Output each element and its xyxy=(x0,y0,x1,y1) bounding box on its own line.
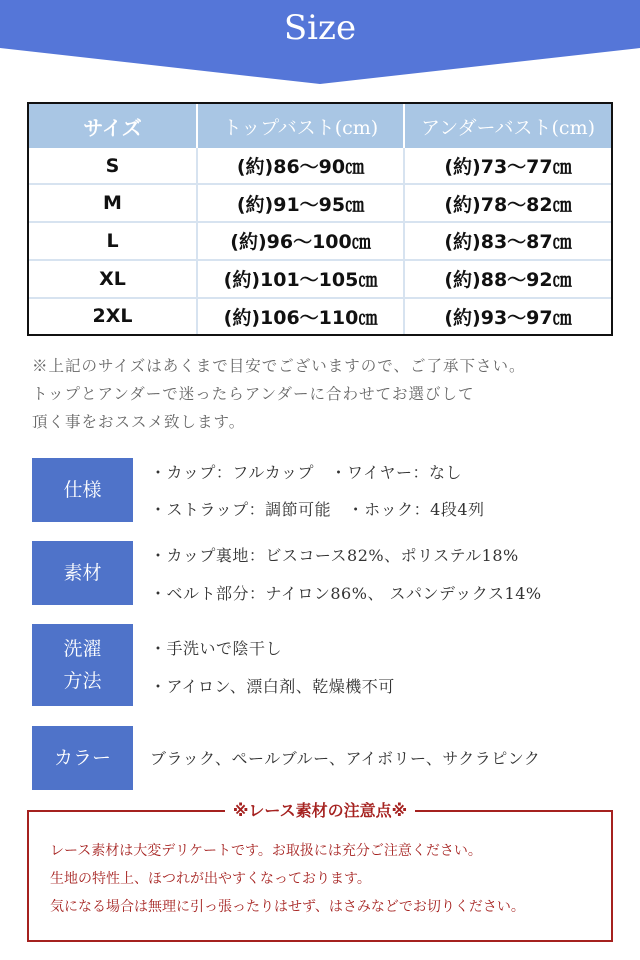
top-bust-cell: (約)106〜110㎝ xyxy=(197,298,404,334)
spec-label-material: 素材 xyxy=(32,541,133,605)
caution-line: レース素材は大変デリケートです。お取扱には充分ご注意ください。 xyxy=(50,843,482,859)
note-line: ※上記のサイズはあくまで目安でございますので、ご了承下さい。 xyxy=(32,357,526,375)
under-bust-cell: (約)83〜87㎝ xyxy=(404,222,611,260)
size-table xyxy=(27,102,613,336)
column-header-size: サイズ xyxy=(29,104,197,148)
spec-line: ・ストラップ：調節可能 ・ホック：4段4列 xyxy=(150,500,485,519)
size-cell: XL xyxy=(29,260,197,298)
table-row xyxy=(29,222,611,260)
spec-line: ・手洗いで陰干し xyxy=(150,639,283,658)
spec-line: ・ベルト部分：ナイロン86%、 スパンデックス14% xyxy=(150,584,542,603)
caution-line: 気になる場合は無理に引っ張ったりはせず、はさみなどでお切りください。 xyxy=(50,899,525,915)
caution-title-text: ※レース素材の注意点※ xyxy=(225,801,415,820)
under-bust-cell: (約)93〜97㎝ xyxy=(444,306,572,329)
top-bust-cell: (約)101〜105㎝ xyxy=(197,260,404,298)
top-bust-cell: (約)91〜95㎝ xyxy=(197,184,404,222)
under-bust-cell: (約)73〜77㎝ xyxy=(404,148,611,184)
top-bust-cell: (約)86〜90㎝ xyxy=(197,148,404,184)
table-row xyxy=(29,184,611,222)
note-line: 頂く事をおススメ致します。 xyxy=(32,413,246,431)
page-title: Size xyxy=(283,8,357,48)
size-banner xyxy=(0,0,640,84)
note-line: トップとアンダーで迷ったらアンダーに合わせてお選びして xyxy=(32,385,475,403)
under-bust-cell: (約)88〜92㎝ xyxy=(404,260,611,298)
size-cell: 2XL xyxy=(29,298,197,334)
caution-line: 生地の特性上、ほつれが出やすくなっております。 xyxy=(50,871,371,887)
table-row xyxy=(29,298,611,334)
spec-line: ・カップ裏地：ビスコース82%、ポリステル18% xyxy=(150,546,519,565)
spec-label-color: カラー xyxy=(32,726,133,790)
table-row xyxy=(29,148,611,184)
size-note xyxy=(32,352,622,436)
spec-label-washing: 洗濯 方法 xyxy=(32,624,133,706)
spec-line: ブラック、ペールブルー、アイボリー、サクラピンク xyxy=(150,749,541,768)
size-cell: M xyxy=(29,184,197,222)
top-bust-cell: (約)96〜100㎝ xyxy=(197,222,404,260)
under-bust-cell: (約)78〜82㎝ xyxy=(404,184,611,222)
size-cell: S xyxy=(29,148,197,184)
column-header-under-bust: アンダーバスト(cm) xyxy=(404,104,611,148)
table-row xyxy=(29,260,611,298)
size-cell: L xyxy=(29,222,197,260)
spec-line: ・カップ：フルカップ ・ワイヤー：なし xyxy=(150,463,463,482)
column-header-top-bust: トップバスト(cm) xyxy=(197,104,404,148)
caution-title xyxy=(0,798,640,821)
table-header-row xyxy=(29,104,611,148)
spec-label-specification: 仕様 xyxy=(32,458,133,522)
spec-line: ・アイロン、漂白剤、乾燥機不可 xyxy=(150,677,395,696)
